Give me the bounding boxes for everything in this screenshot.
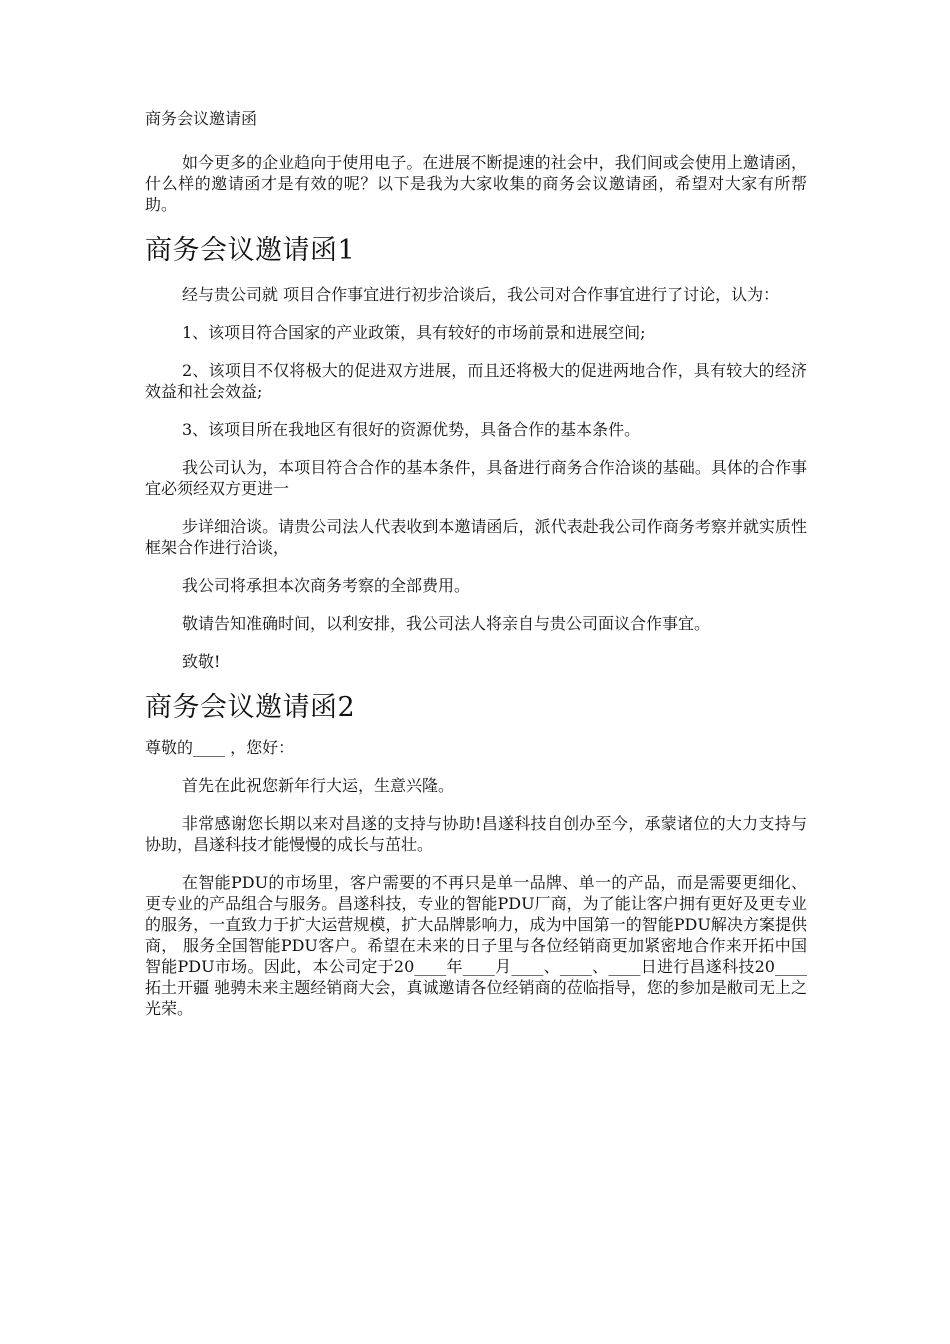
section1-paragraph: 我公司将承担本次商务考察的全部费用。 xyxy=(182,576,471,595)
section1-paragraph: 敬请告知准确时间，以利安排，我公司法人将亲自与贵公司面议合作事宜。 xyxy=(182,614,711,633)
document-page xyxy=(145,108,807,1019)
section2-paragraph: 非常感谢您长期以来对昌遂的支持与协助!昌遂科技自创办至今，承蒙诸位的大力支持与协助，昌遂科技才能慢慢的成长与茁壮。 xyxy=(145,814,807,854)
section1-paragraph: 步详细洽谈。请贵公司法人代表收到本邀请函后，派代表赴我公司作商务考察并就实质性框架合作进行洽谈， xyxy=(145,517,807,557)
section1-closing: 致敬! xyxy=(182,652,221,671)
section2-heading: 商务会议邀请函2 xyxy=(145,692,356,723)
section2-salutation: 尊敬的____ ，您好： xyxy=(145,738,295,757)
document-title: 商务会议邀请函 xyxy=(145,109,258,128)
section1-paragraph: 经与贵公司就 项目合作事宜进行初步洽谈后，我公司对合作事宜进行了讨论，认为： xyxy=(182,285,780,304)
section1-paragraph: 1、该项目符合国家的产业政策，具有较好的市场前景和进展空间; xyxy=(182,323,646,342)
intro-paragraph: 如今更多的企业趋向于使用电子。在进展不断提速的社会中，我们间或会使用上邀请函，什么样的邀请函才是有效的呢？以下是我为大家收集的商务会议邀请函，希望对大家有所帮助。 xyxy=(145,153,807,214)
section2-paragraph: 在智能PDU的市场里，客户需要的不再只是单一品牌、单一的产品，而是需要更细化、更专业的产品组合与服务。昌遂科技，专业的智能PDU厂商，为了能让客户拥有更好及更专业的服务，一直致力于扩大运营规模，扩大品牌影响力，成为中国第一的智能PDU解决方案提供商， 服务全国智能PDU客户。希望在未来的日子里与各位经销商更加紧密地合作来开拓中国智能PDU市场。因此，本公司定于20____年____月____、____、____日进行昌遂科技20____拓土开疆 驰骋未来主题经销商大会，真诚邀请各位经销商的莅临指导，您的参加是敝司无上之光荣。 xyxy=(145,873,807,1018)
section2-paragraph: 首先在此祝您新年行大运，生意兴隆。 xyxy=(182,776,455,795)
section1-paragraph: 我公司认为，本项目符合合作的基本条件，具备进行商务合作洽谈的基础。具体的合作事宜必须经双方更进一 xyxy=(145,458,807,498)
section1-paragraph: 3、该项目所在我地区有很好的资源优势，具备合作的基本条件。 xyxy=(182,420,641,439)
section1-heading: 商务会议邀请函1 xyxy=(145,235,356,266)
section1-paragraph: 2、该项目不仅将极大的促进双方进展，而且还将极大的促进两地合作，具有较大的经济效益和社会效益; xyxy=(145,361,807,401)
